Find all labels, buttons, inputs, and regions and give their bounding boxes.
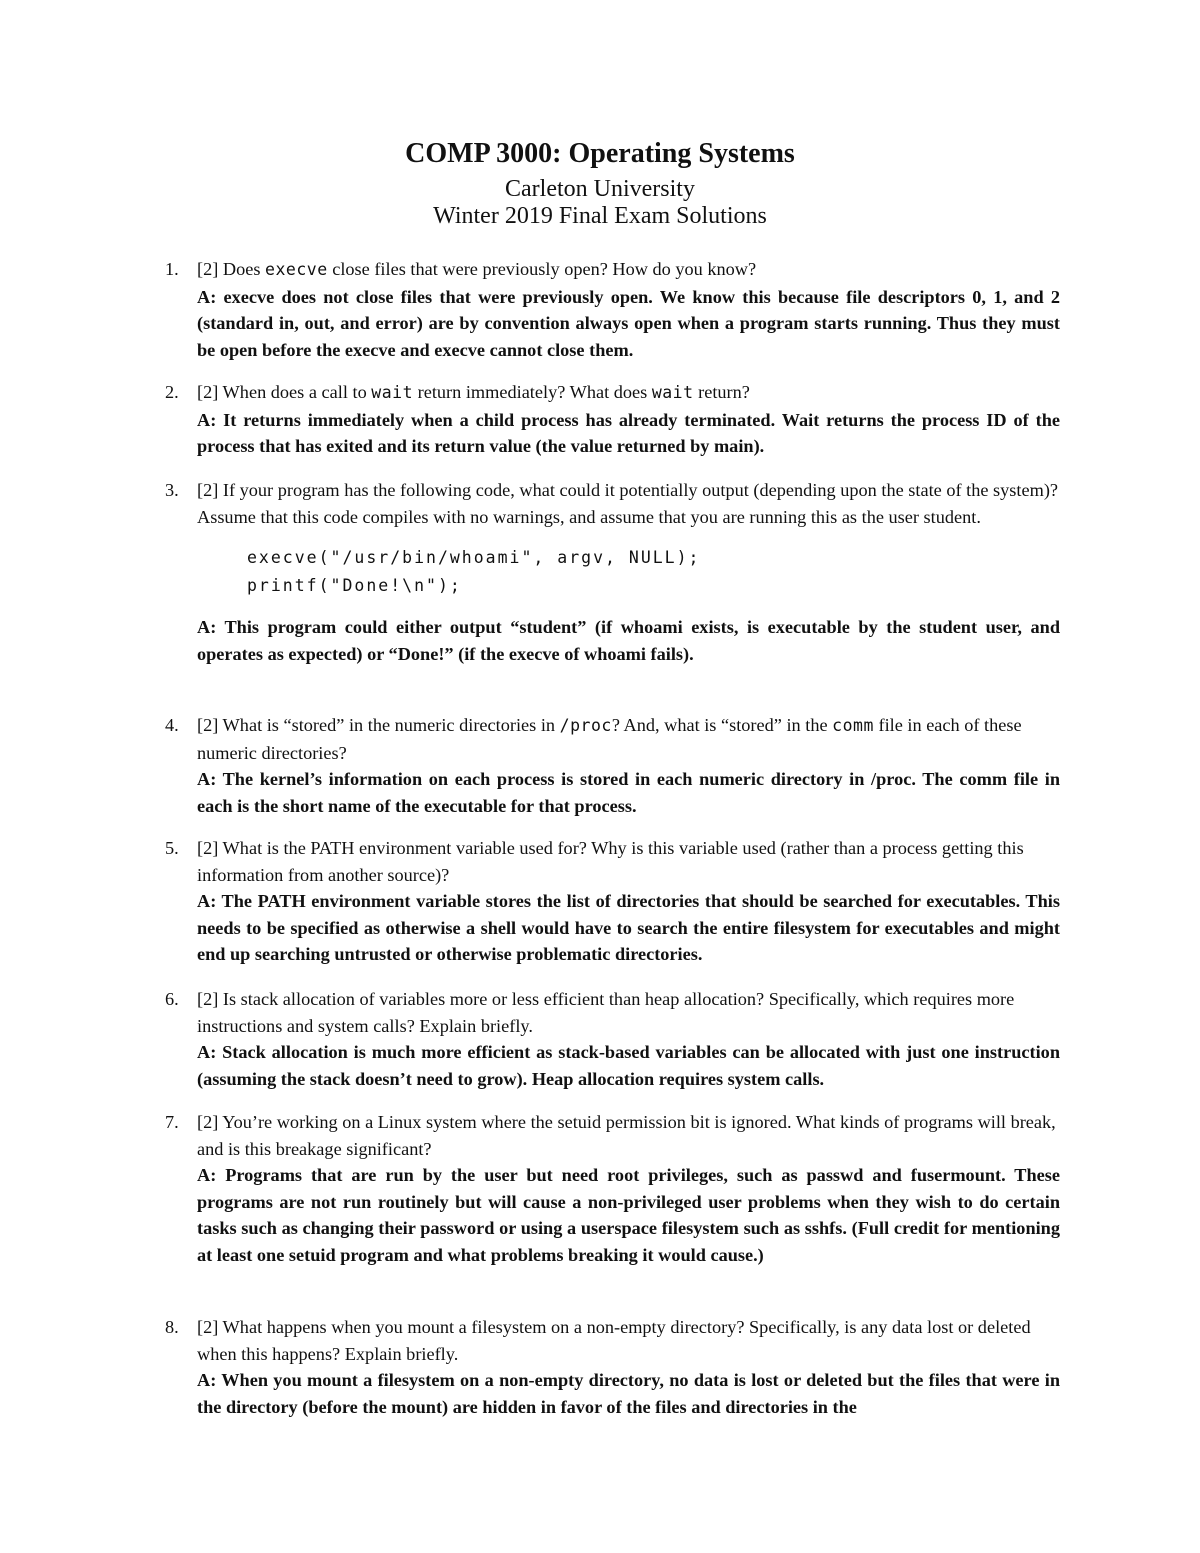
question-5 [165,835,1060,968]
question-7 [165,1109,1060,1268]
question-text: [2] What is “stored” in the numeric directories in /proc? And, what is “stored” in the comm file in each of these numeric directories? [197,715,1022,763]
code-line: execve("/usr/bin/whoami", argv, NULL); [247,548,701,567]
question-number: 6. [165,989,179,1009]
question-text: [2] You’re working on a Linux system where the setuid permission bit is ignored. What kinds of programs will break, and is this breakage significant? [197,1112,1056,1159]
inline-code: wait [371,383,414,402]
question-6 [165,986,1060,1092]
inline-code: execve [265,260,328,279]
answer-text: A: execve does not close files that were previously open. We know this because file descriptors 0, 1, and 2 (standard in, out, and error) are by convention always open when a program starts running. Thus they must be open before the execve and execve cannot close them. [197,286,1060,360]
inline-code: comm [832,716,874,735]
document-title: COMP 3000: Operating Systems [405,138,795,169]
question-number: 4. [165,715,179,735]
answer-text: A: When you mount a filesystem on a non-empty directory, no data is lost or deleted but the files that were in the directory (before the mount) are hidden in favor of the files and directories in the [197,1370,1060,1417]
question-3 [165,477,1060,667]
answer-text: A: Programs that are run by the user but need root privileges, such as passwd and fusermount. These programs are not run routinely but will cause a non-privileged user problems when they wish to do certain tasks such as changing their password or using a userspace filesystem such as sshfs. (Full credit for mentioning at least one setuid program and what problems breaking it would cause.) [197,1165,1060,1265]
answer-text: A: This program could either output “student” (if whoami exists, is executable by the student user, and operates as expected) or “Done!” (if the execve of whoami fails). [197,617,1060,664]
question-number: 5. [165,838,179,858]
question-number: 8. [165,1317,179,1337]
answer-text: A: Stack allocation is much more efficient as stack-based variables can be allocated with just one instruction (assuming the stack doesn’t need to grow). Heap allocation requires system calls. [197,1042,1060,1089]
question-number: 1. [165,259,179,279]
exam-subtitle: Winter 2019 Final Exam Solutions [433,203,767,229]
question-text: [2] Is stack allocation of variables more or less efficient than heap allocation? Specifically, which requires more instructions and system calls? Explain briefly. [197,989,1015,1036]
question-text: [2] What is the PATH environment variable used for? Why is this variable used (rather than a process getting this information from another source)? [197,838,1024,885]
question-number: 2. [165,382,179,402]
question-number: 3. [165,480,179,500]
question-4 [165,712,1060,819]
answer-text: A: The kernel’s information on each process is stored in each numeric directory in /proc. The comm file in each is the short name of the executable for that process. [197,769,1060,816]
question-2 [165,379,1060,460]
answer-text: A: The PATH environment variable stores the list of directories that should be searched for executables. This needs to be specified as otherwise a shell would have to search the entire filesystem for executables and might end up searching untrusted or otherwise problematic directories. [197,891,1060,964]
inline-code: wait [651,383,694,402]
answer-text: A: It returns immediately when a child process has already terminated. Wait returns the process ID of the process that has exited and its return value (the value returned by main). [197,409,1060,456]
inline-code: /proc [559,716,612,735]
institution-name: Carleton University [505,176,695,202]
code-block [247,544,1060,600]
question-1 [165,256,1060,363]
code-line: printf("Done!\n"); [247,576,462,595]
question-number: 7. [165,1112,179,1132]
question-text: [2] If your program has the following code, what could it potentially output (depending upon the state of the system)? Assume that this code compiles with no warnings, and assume that you are running this as the user student. [197,480,1059,527]
question-text: [2] Does execve close files that were previously open? How do you know? [197,259,757,279]
question-8 [165,1314,1060,1420]
question-text: [2] When does a call to wait return immediately? What does wait return? [197,382,750,402]
question-text: [2] What happens when you mount a filesystem on a non-empty directory? Specifically, is any data lost or deleted when this happens? Explain briefly. [197,1317,1031,1364]
